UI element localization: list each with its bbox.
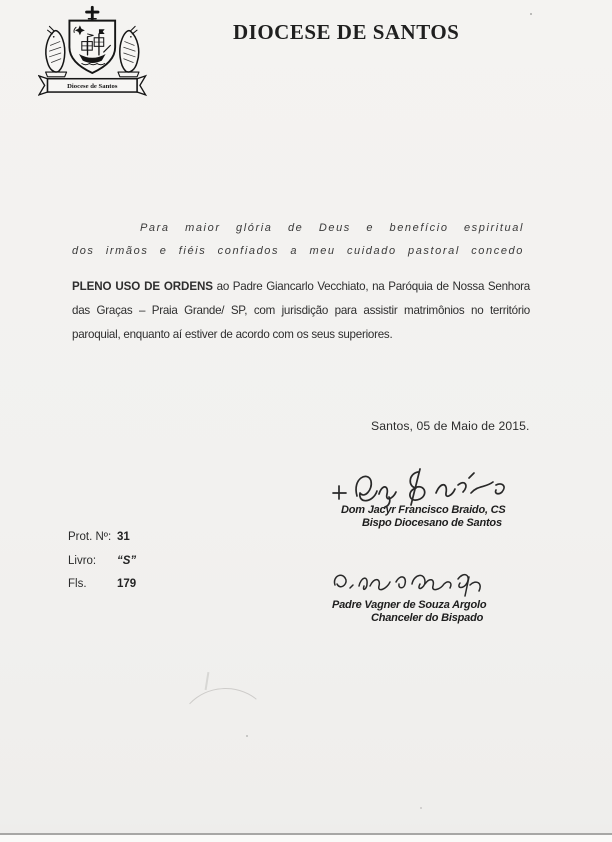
crest-ribbon xyxy=(39,76,146,95)
opening-line: dos irmãos e fiéis confiados a meu cuidado pastoral concedo xyxy=(72,245,524,257)
livro-label: Livro: xyxy=(68,555,97,567)
grant-line: paroquial, enquanto aí estiver de acordo com os seus superiores. xyxy=(72,328,393,341)
chancellor-signature-scribble xyxy=(328,566,496,600)
grant-line xyxy=(72,280,530,304)
chancellor-name: Padre Vagner de Souza Argolo xyxy=(332,599,487,611)
bishop-role: Bispo Diocesano de Santos xyxy=(362,517,502,529)
scan-artifact xyxy=(420,807,422,809)
fish-supporter-icon xyxy=(118,26,139,76)
prot-value: 31 xyxy=(117,531,130,543)
cross-icon xyxy=(87,7,98,18)
prot-label: Prot. Nº: xyxy=(68,531,112,543)
grant-line: das Graças – Praia Grande/ SP, com jurisdição para assistir matrimônios no território xyxy=(72,304,530,317)
dateline: Santos, 05 de Maio de 2015. xyxy=(371,419,530,433)
opening-line: Para maior glória de Deus e benefício espiritual xyxy=(140,222,524,234)
opening-paragraph xyxy=(72,222,524,268)
fls-label: Fls. xyxy=(68,578,87,590)
scan-artifact xyxy=(530,13,532,15)
scan-artifact xyxy=(246,735,248,737)
chancellor-role: Chanceler do Bispado xyxy=(371,612,484,624)
fls-value: 179 xyxy=(117,578,137,590)
grant-paragraph xyxy=(72,280,530,352)
scan-ring-artifact xyxy=(175,685,275,777)
diocese-coat-of-arms-icon xyxy=(38,4,158,102)
bishop-name: Dom Jacyr Francisco Braido, CS xyxy=(341,504,506,516)
grant-line-text: ao Padre Giancarlo Vecchiato, na Paróquia de Nossa Senhora xyxy=(212,280,530,293)
livro-value: “S” xyxy=(117,555,137,567)
scan-edge-margin xyxy=(0,835,612,842)
crest-banner-text: Diocese de Santos xyxy=(67,83,118,91)
page-title: DIOCESE DE SANTOS xyxy=(233,20,460,44)
fish-supporter-icon xyxy=(46,26,67,76)
grant-bold-text: PLENO USO DE ORDENS xyxy=(72,280,213,293)
scan-artifact xyxy=(205,672,209,690)
